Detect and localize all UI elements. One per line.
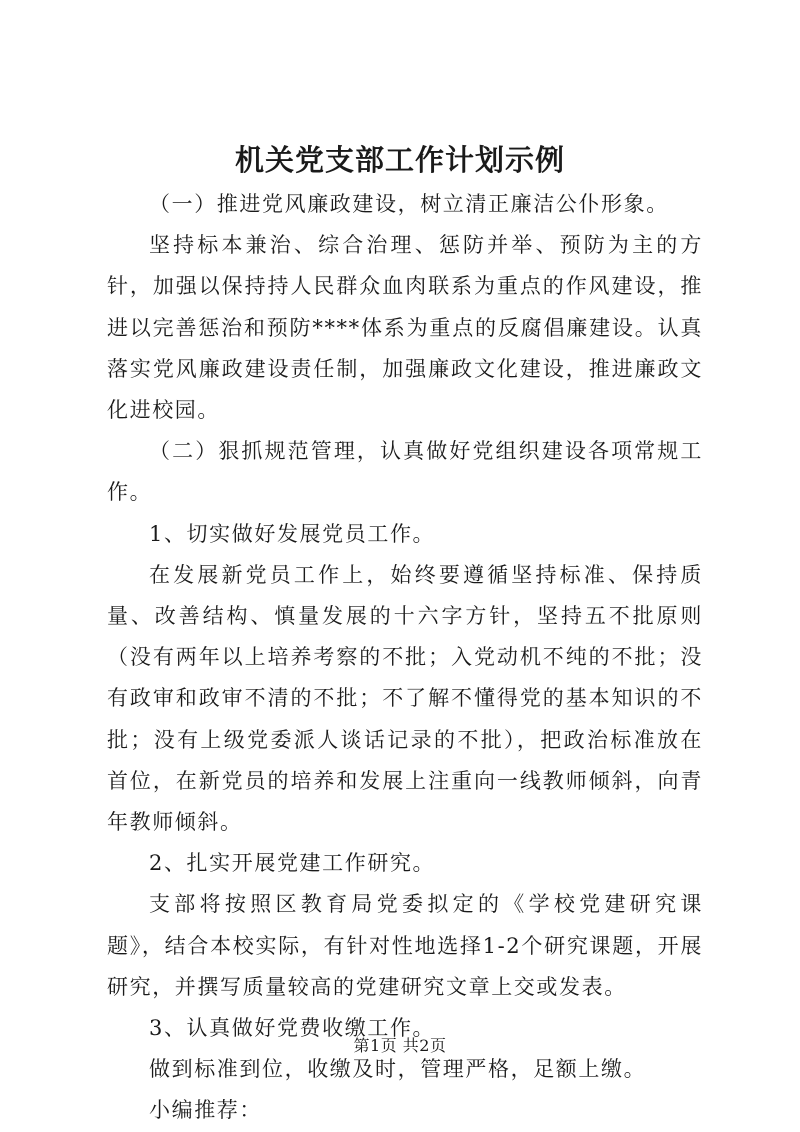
paragraph: 做到标准到位，收缴及时，管理严格，足额上缴。 bbox=[149, 1057, 647, 1082]
paragraph: 支部将按照区教育局党委拟定的《学校党建研究课题》，结合本校实际，有针对性地选择1-2个研究课题，开展研究，并撰写质量较高的党建研究文章上交或发表。 bbox=[107, 892, 703, 999]
paragraph: （二）狠抓规范管理，认真做好党组织建设各项常规工作。 bbox=[107, 439, 703, 505]
paragraph: （一）推进党风廉政建设，树立清正廉洁公仆形象。 bbox=[149, 192, 669, 216]
document-body bbox=[107, 184, 703, 1132]
paragraph: 小编推荐： bbox=[149, 1098, 262, 1123]
page-number-footer: 第1页 共2页 bbox=[353, 1036, 447, 1055]
document-title: 机关党支部工作计划示例 bbox=[234, 143, 565, 177]
paragraph: 在发展新党员工作上，始终要遵循坚持标准、保持质量、改善结构、慎量发展的十六字方针，坚持五不批原则（没有两年以上培养考察的不批；入党动机不纯的不批；没有政审和政审不清的不批；不了解不懂得党的基本知识的不批；没有上级党委派人谈话记录的不批），把政治标准放在首位，在新党员的培养和发展上注重向一线教师倾斜，向青年教师倾斜。 bbox=[107, 562, 703, 835]
paragraph: 1、切实做好发展党员工作。 bbox=[149, 521, 436, 546]
paragraph: 坚持标本兼治、综合治理、惩防并举、预防为主的方针，加强以保持持人民群众血肉联系为重点的作风建设，推进以完善惩治和预防****体系为重点的反腐倡廉建设。认真落实党风廉政建设责任制，加强廉政文化建设，推进廉政文化进校园。 bbox=[107, 233, 703, 423]
paragraph: 3、认真做好党费收缴工作。 bbox=[149, 1016, 436, 1041]
paragraph: 2、扎实开展党建工作研究。 bbox=[149, 851, 436, 876]
